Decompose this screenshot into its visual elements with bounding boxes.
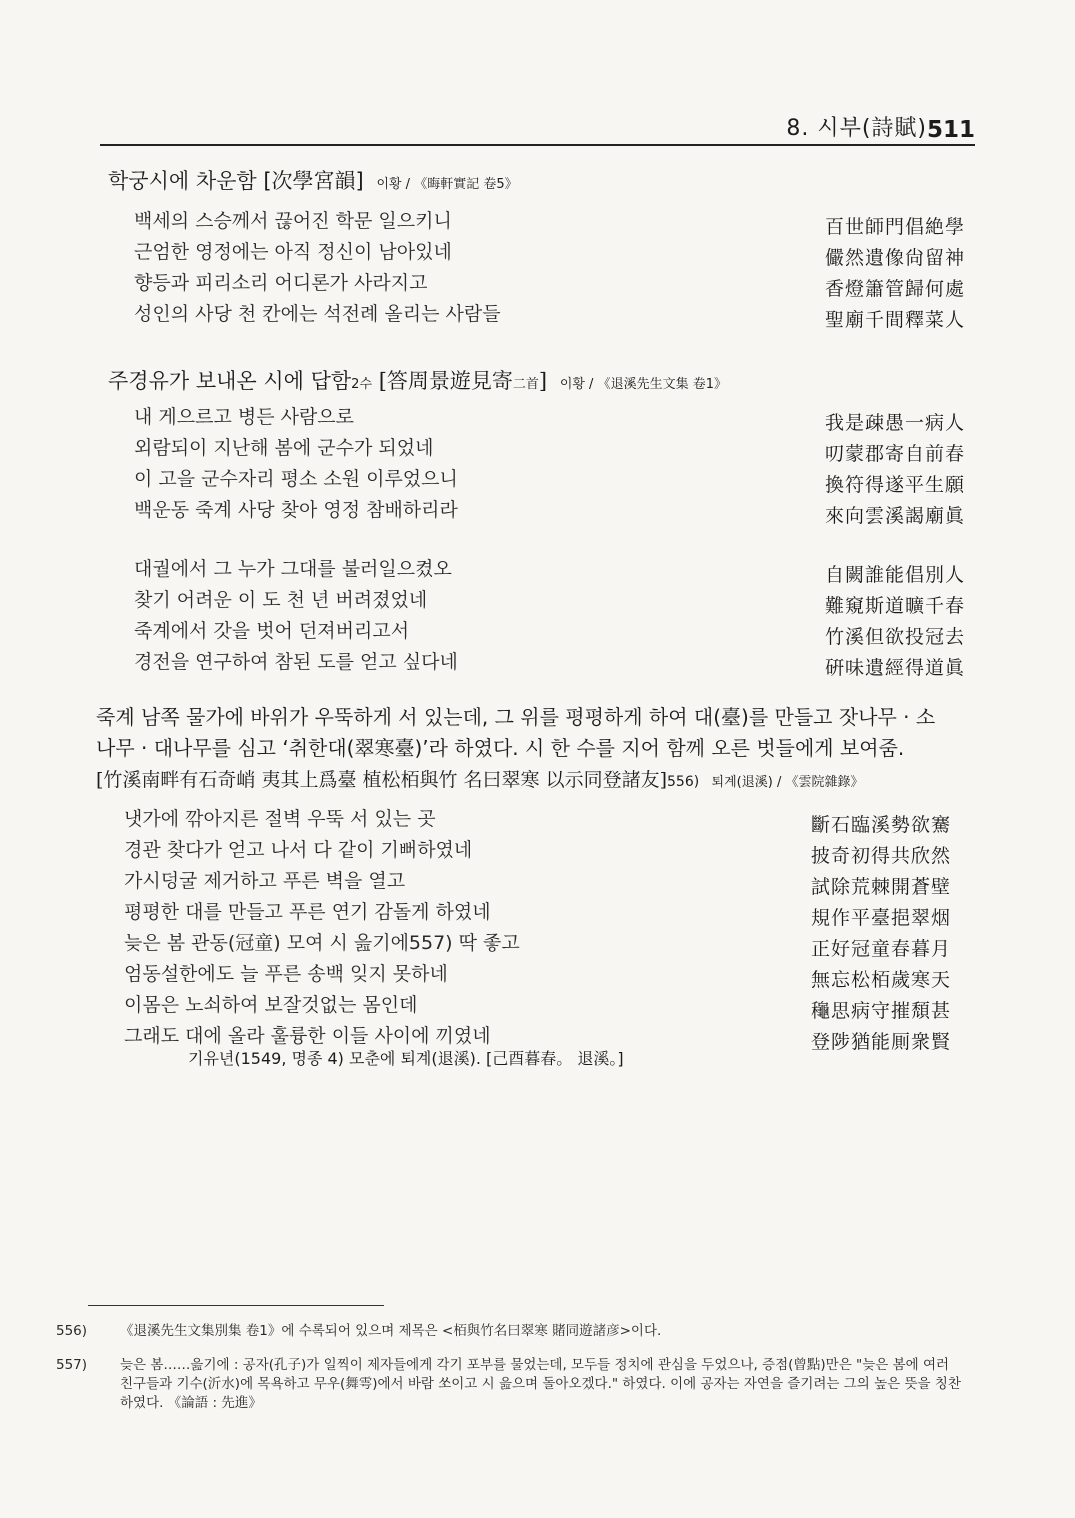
hanja-line: 硏味遺經得道眞 — [824, 657, 965, 679]
korean-line: 외람되이 지난해 봄에 군수가 되었네 — [134, 437, 434, 459]
section-attribution: 이황 / 《退溪先生文集 卷1》 — [559, 377, 727, 392]
page-header — [100, 110, 975, 146]
poem-line — [124, 930, 951, 961]
poem-line — [134, 497, 965, 528]
korean-line: 내 게으르고 병든 사람으로 — [134, 406, 355, 428]
hanja-line: 正好冠童春暮月 — [810, 938, 951, 960]
footnote-number: 557) — [56, 1357, 88, 1373]
poem-2-stanza-2 — [134, 556, 965, 680]
poem-line — [134, 270, 965, 301]
poem-line — [134, 404, 965, 435]
hanja-line: 儼然遺像尙留神 — [824, 247, 965, 269]
korean-line: 평평한 대를 만들고 푸른 연기 감돌게 하였네 — [124, 901, 491, 923]
section-title-3 — [96, 702, 969, 798]
korean-line: 이몸은 노쇠하여 보잘것없는 몸인데 — [124, 994, 418, 1016]
poem-line — [134, 239, 965, 270]
footnote-556 — [56, 1322, 965, 1341]
header-rule — [100, 144, 975, 146]
korean-line: 엄동설한에도 늘 푸른 송백 잊지 못하네 — [124, 963, 448, 985]
korean-line: 향등과 피리소리 어디론가 사라지고 — [134, 272, 428, 294]
hanja-line: 披奇初得共欣然 — [810, 845, 951, 867]
hanja-line: 登陟猶能厠衆賢 — [810, 1031, 951, 1053]
section-title-hanja-small: 二首 — [512, 377, 539, 392]
hanja-line: 聖廟千間釋菜人 — [824, 309, 965, 331]
section-title-small: 2수 — [351, 377, 373, 392]
poem-line — [124, 806, 951, 837]
hanja-line: 香燈簫管歸何處 — [824, 278, 965, 300]
section-title-hanja-end: ] — [538, 369, 548, 393]
korean-line: 이 고을 군수자리 평소 소원 이루었으니 — [134, 468, 458, 490]
korean-line: 백운동 죽계 사당 찾아 영정 참배하리라 — [134, 499, 458, 521]
korean-line: 죽계에서 갓을 벗어 던져버리고서 — [134, 620, 410, 642]
poem-line — [124, 868, 951, 899]
section-title-hanja-line — [96, 764, 969, 798]
poem-line — [134, 587, 965, 618]
date-note: 기유년(1549, 명종 4) 모춘에 퇴계(退溪). [己酉暮春。 退溪。] — [188, 1049, 624, 1068]
korean-line: 백세의 스승께서 끊어진 학문 일으키니 — [134, 210, 452, 232]
korean-line: 경관 찾다가 얻고 나서 다 같이 기뻐하였네 — [124, 839, 473, 861]
poem-line — [124, 961, 951, 992]
korean-line: 그래도 대에 올라 훌륭한 이들 사이에 끼였네 — [124, 1025, 491, 1047]
hanja-line: 竹溪但欲投冠去 — [824, 626, 965, 648]
section-title-text: 주경유가 보내온 시에 답함 — [108, 369, 352, 393]
korean-line: 냇가에 깎아지른 절벽 우뚝 서 있는 곳 — [124, 808, 436, 830]
hanja-line: 規作平臺挹翠烟 — [810, 907, 951, 929]
hanja-line: 無忘松栢歲寒天 — [810, 969, 951, 991]
section-title-hanja: [竹溪南畔有石奇峭 夷其上爲臺 植松栢與竹 名曰翠寒 以示同登諸友] — [96, 769, 667, 791]
poem-line — [124, 992, 951, 1023]
poem-line — [134, 466, 965, 497]
korean-line: 성인의 사당 천 칸에는 석전례 올리는 사람들 — [134, 303, 501, 325]
poem-line — [124, 837, 951, 868]
hanja-line: 叨蒙郡寄自前春 — [824, 443, 965, 465]
footnote-text: 《退溪先生文集別集 卷1》에 수록되어 있으며 제목은 <栢與竹名曰翠寒 賭同遊諸彦>이다. — [120, 1323, 662, 1339]
hanja-line: 試除荒棘開蒼壁 — [810, 876, 951, 898]
poem-line — [134, 435, 965, 466]
section-title-hanja: [答周景遊見寄 — [378, 369, 513, 393]
page-number: 511 — [926, 117, 975, 143]
section-title-1 — [108, 166, 975, 200]
hanja-line: 來向雲溪謁廟眞 — [824, 505, 965, 527]
footnote-557 — [56, 1356, 965, 1413]
section-attribution: 퇴계(退溪) / 《雲院雜錄》 — [711, 775, 864, 790]
section-title-line: 나무 · 대나무를 심고 ‘취한대(翠寒臺)’라 하였다. 시 한 수를 지어 함께 오른 벗들에게 보여줌. — [96, 736, 905, 760]
korean-line: 경전을 연구하여 참된 도를 얻고 싶다네 — [134, 651, 458, 673]
section-attribution: 이황 / 《晦軒實記 卷5》 — [376, 177, 518, 192]
poem-line — [134, 208, 965, 239]
hanja-line: 難窺斯道曠千春 — [824, 595, 965, 617]
korean-line: 찾기 어려운 이 도 천 년 버려졌었네 — [134, 589, 428, 611]
korean-line: 늦은 봄 관동(冠童) 모여 시 읊기에557) 딱 좋고 — [124, 932, 520, 954]
section-title-2 — [108, 366, 975, 400]
footnote-ref: 556) — [667, 774, 700, 790]
footnote-number: 556) — [56, 1323, 88, 1339]
poem-line — [134, 301, 965, 332]
poem-1 — [134, 208, 965, 332]
hanja-line: 自闕誰能倡別人 — [824, 564, 965, 586]
poem-line — [134, 649, 965, 680]
poem-2-stanza-1 — [134, 404, 965, 528]
section-title-text: 학궁시에 차운함 [次學宮韻] — [108, 169, 364, 193]
korean-line: 대궐에서 그 누가 그대를 불러일으켰오 — [134, 558, 452, 580]
poem-line — [124, 899, 951, 930]
section-title-line: 죽계 남쪽 물가에 바위가 우뚝하게 서 있는데, 그 위를 평평하게 하여 대(臺)를 만들고 잣나무 · 소 — [96, 705, 936, 729]
korean-line: 가시덩굴 제거하고 푸른 벽을 열고 — [124, 870, 406, 892]
hanja-line: 百世師門倡絶學 — [824, 216, 965, 238]
poem-3 — [124, 806, 951, 1054]
korean-line: 근엄한 영정에는 아직 정신이 남아있네 — [134, 241, 452, 263]
running-head: 8. 시부(詩賦) — [786, 116, 927, 141]
hanja-line: 換符得遂平生願 — [824, 474, 965, 496]
footnote-rule — [88, 1305, 384, 1306]
hanja-line: 斷石臨溪勢欲騫 — [810, 814, 951, 836]
poem-line — [134, 618, 965, 649]
hanja-line: 龝思病守摧頹甚 — [810, 1000, 951, 1022]
hanja-line: 我是疎愚一病人 — [824, 412, 965, 434]
footnote-text: 늦은 봄……읊기에 : 공자(孔子)가 일찍이 제자들에게 각기 포부를 물었는데, 모두들 정치에 관심을 두었으나, 증점(曾點)만은 "늦은 봄에 여러 친구들과 기수(沂水)에 목욕하고 무우(舞雩)에서 바람 쏘이고 시 읊으며 돌아오겠다." 하였다. 이에 공자는 자연을 즐기려는 그의 높은 뜻을 칭찬하였다. 《論語 : 先進》 — [120, 1357, 961, 1411]
poem-line — [134, 556, 965, 587]
